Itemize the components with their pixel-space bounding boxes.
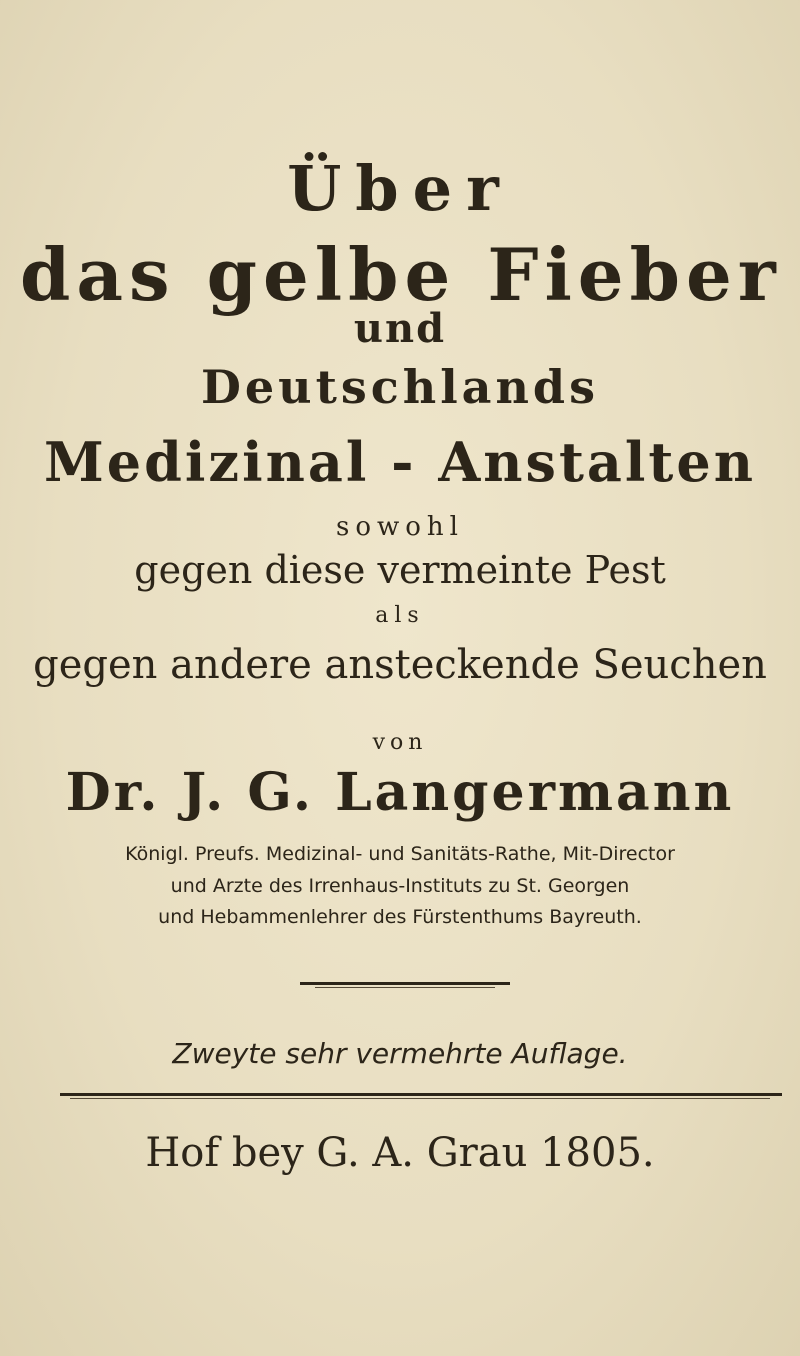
author-affiliation-line-2: und Arzte des Irrenhaus-Instituts zu St. Georgen — [170, 875, 630, 897]
title-line-deutschlands: Deutschlands — [201, 360, 599, 414]
title-line-gelbe-fieber: das gelbe Fieber — [20, 232, 782, 317]
title-line-gegen-seuchen: gegen andere ansteckende Seuchen — [33, 642, 767, 688]
title-line-sowohl: sowohl — [336, 512, 464, 542]
author-affiliation-line-1: Königl. Preufs. Medizinal- und Sanitäts-Rathe, Mit-Director — [125, 843, 675, 865]
divider-long — [60, 1093, 782, 1096]
divider-short — [300, 982, 510, 985]
imprint: Hof bey G. A. Grau 1805. — [145, 1130, 655, 1176]
author-affiliation-line-3: und Hebammenlehrer des Fürstenthums Bayreuth. — [158, 906, 642, 928]
title-line-und: und — [353, 305, 447, 352]
author-name: Dr. J. G. Langermann — [65, 762, 735, 823]
title-line-ueber: Über — [287, 152, 513, 225]
edition-statement: Zweyte sehr vermehrte Auflage. — [172, 1037, 628, 1070]
title-line-medizinal-anstalten: Medizinal - Anstalten — [44, 430, 756, 494]
divider-short-thin — [315, 987, 495, 988]
title-line-gegen-pest: gegen diese vermeinte Pest — [134, 548, 666, 592]
byline-von: von — [372, 730, 428, 755]
divider-long-thin — [70, 1098, 770, 1099]
title-line-als: als — [375, 603, 425, 628]
